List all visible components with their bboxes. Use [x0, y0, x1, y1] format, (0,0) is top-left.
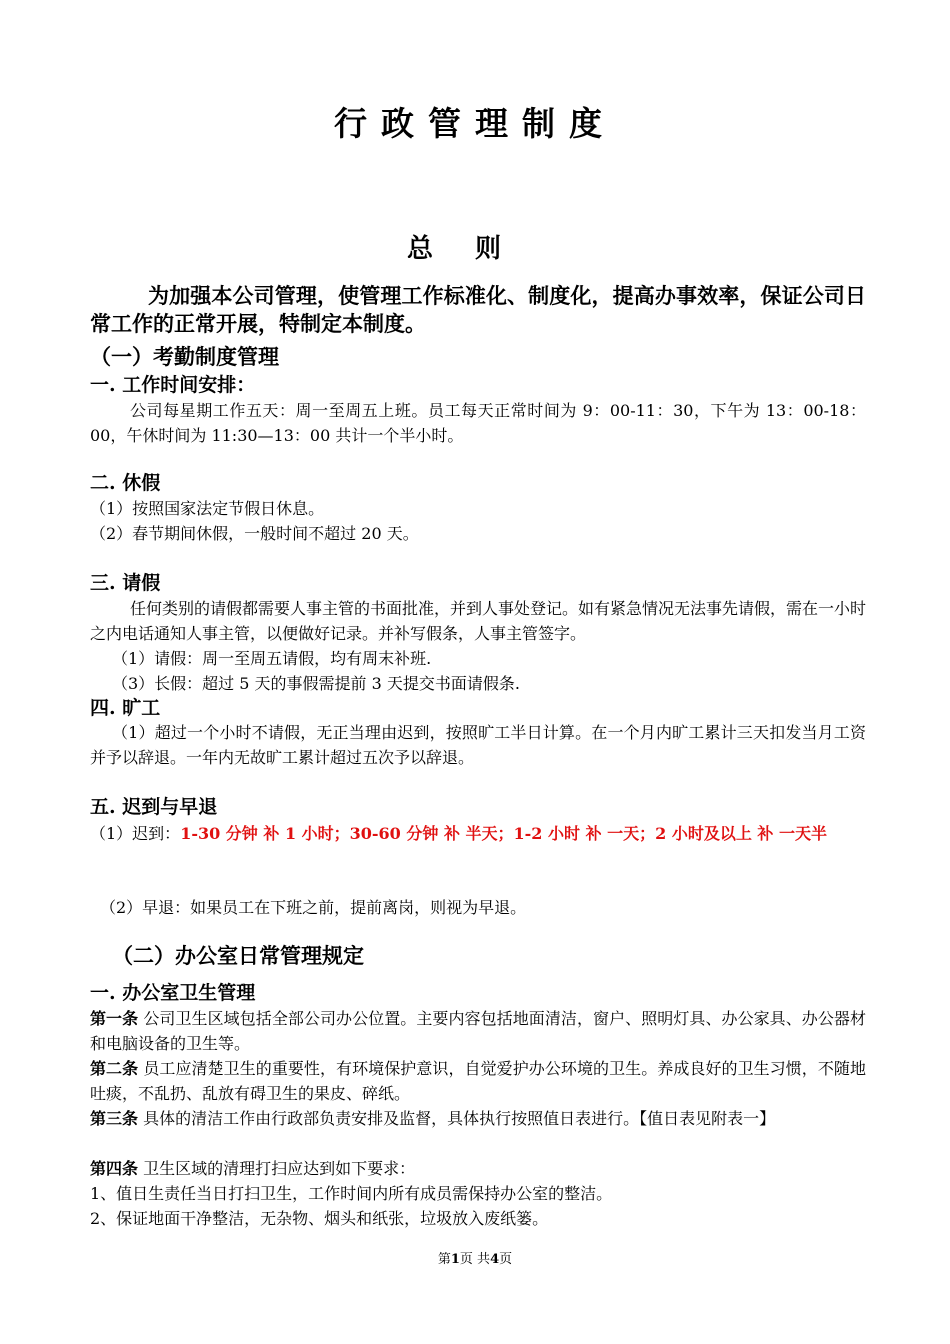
- article-1-text: 公司卫生区域包括全部公司办公位置。主要内容包括地面清洁，窗户、照明灯具、办公家具、办公器材和电脑设备的卫生等。: [90, 1009, 866, 1053]
- article-2-text: 员工应清楚卫生的重要性，有环境保护意识，自觉爱护办公环境的卫生。养成良好的卫生习惯，不随地吐痰，不乱扔、乱放有碍卫生的果皮、碎纸。: [90, 1059, 866, 1103]
- part2-heading: （二）办公室日常管理规定: [112, 943, 364, 968]
- article-3-text: 具体的清洁工作由行政部负责安排及监督，具体执行按照值日表进行。【值日表见附表一】: [138, 1109, 776, 1128]
- section-work-hours-heading: 一. 工作时间安排：: [90, 374, 256, 396]
- leave-item-3: （3）长假：超过 5 天的事假需提前 3 天提交书面请假条.: [112, 674, 520, 693]
- early-leave-item: （2）早退：如果员工在下班之前，提前离岗，则视为早退。: [100, 898, 527, 917]
- footer-page-suffix: 页: [499, 1252, 513, 1267]
- requirement-2: 2、保证地面干净整洁，无杂物、烟头和纸张，垃圾放入废纸篓。: [90, 1209, 549, 1228]
- section-hygiene-heading: 一. 办公室卫生管理: [90, 982, 256, 1004]
- leave-item-1: （1）请假：周一至周五请假，均有周末补班.: [112, 649, 432, 668]
- document-title: 行政管理制度: [334, 104, 616, 143]
- intro-paragraph: 为加强本公司管理，使管理工作标准化、制度化，提高办事效率，保证公司日常工作的正常开展，特制定本制度。: [90, 283, 866, 336]
- article-4-label: 第四条: [90, 1159, 139, 1178]
- late-item-1: [90, 821, 827, 846]
- holiday-item-2: （2）春节期间休假，一般时间不超过 20 天。: [90, 524, 419, 543]
- late-item-1-prefix: （1）迟到：: [90, 824, 181, 843]
- leave-text: 任何类别的请假都需要人事主管的书面批准，并到人事处登记。如有紧急情况无法事先请假，需在一小时之内电话通知人事主管，以便做好记录。并补写假条，人事主管签字。: [90, 599, 867, 643]
- work-hours-text: 公司每星期工作五天：周一至周五上班。员工每天正常时间为 9：00-11：30，下午为 13：00-18：00，午休时间为 11:30—13：00 共计一个半小时。: [90, 401, 866, 445]
- section-leave-heading: 三. 请假: [90, 572, 161, 594]
- absence-text: （1）超过一个小时不请假，无正当理由迟到，按照旷工半日计算。在一个月内旷工累计三天扣发当月工资并予以辞退。一年内无故旷工累计超过五次予以辞退。: [90, 723, 866, 767]
- general-provisions-heading: 总则: [406, 234, 543, 264]
- part1-heading: （一）考勤制度管理: [90, 344, 279, 369]
- section-absence-heading: 四. 旷工: [90, 697, 161, 719]
- article-4-text: 卫生区域的清理打扫应达到如下要求：: [138, 1159, 416, 1178]
- section-late-heading: 五. 迟到与早退: [90, 796, 218, 818]
- holiday-item-1: （1）按照国家法定节假日休息。: [90, 499, 325, 518]
- article-3-label: 第三条: [90, 1109, 139, 1128]
- article-2-label: 第二条: [90, 1059, 139, 1078]
- late-penalty-rules: 1-30 分钟 补 1 小时；30-60 分钟 补 半天；1-2 小时 补 一天；2 小时及以上 补 一天半: [180, 824, 827, 843]
- article-4: [90, 1156, 866, 1181]
- footer-page-total: 4: [490, 1252, 500, 1267]
- footer-page-mid: 页 共: [459, 1252, 491, 1267]
- section-holiday-heading: 二. 休假: [90, 472, 161, 494]
- footer-page-number: 1: [450, 1252, 460, 1267]
- footer-page-prefix: 第: [437, 1252, 451, 1267]
- article-2: [90, 1056, 866, 1106]
- requirement-1: 1、值日生责任当日打扫卫生，工作时间内所有成员需保持办公室的整洁。: [90, 1184, 613, 1203]
- article-3: [90, 1106, 866, 1131]
- article-1-label: 第一条: [90, 1009, 139, 1028]
- page-footer: [0, 1248, 950, 1267]
- article-1: [90, 1006, 866, 1056]
